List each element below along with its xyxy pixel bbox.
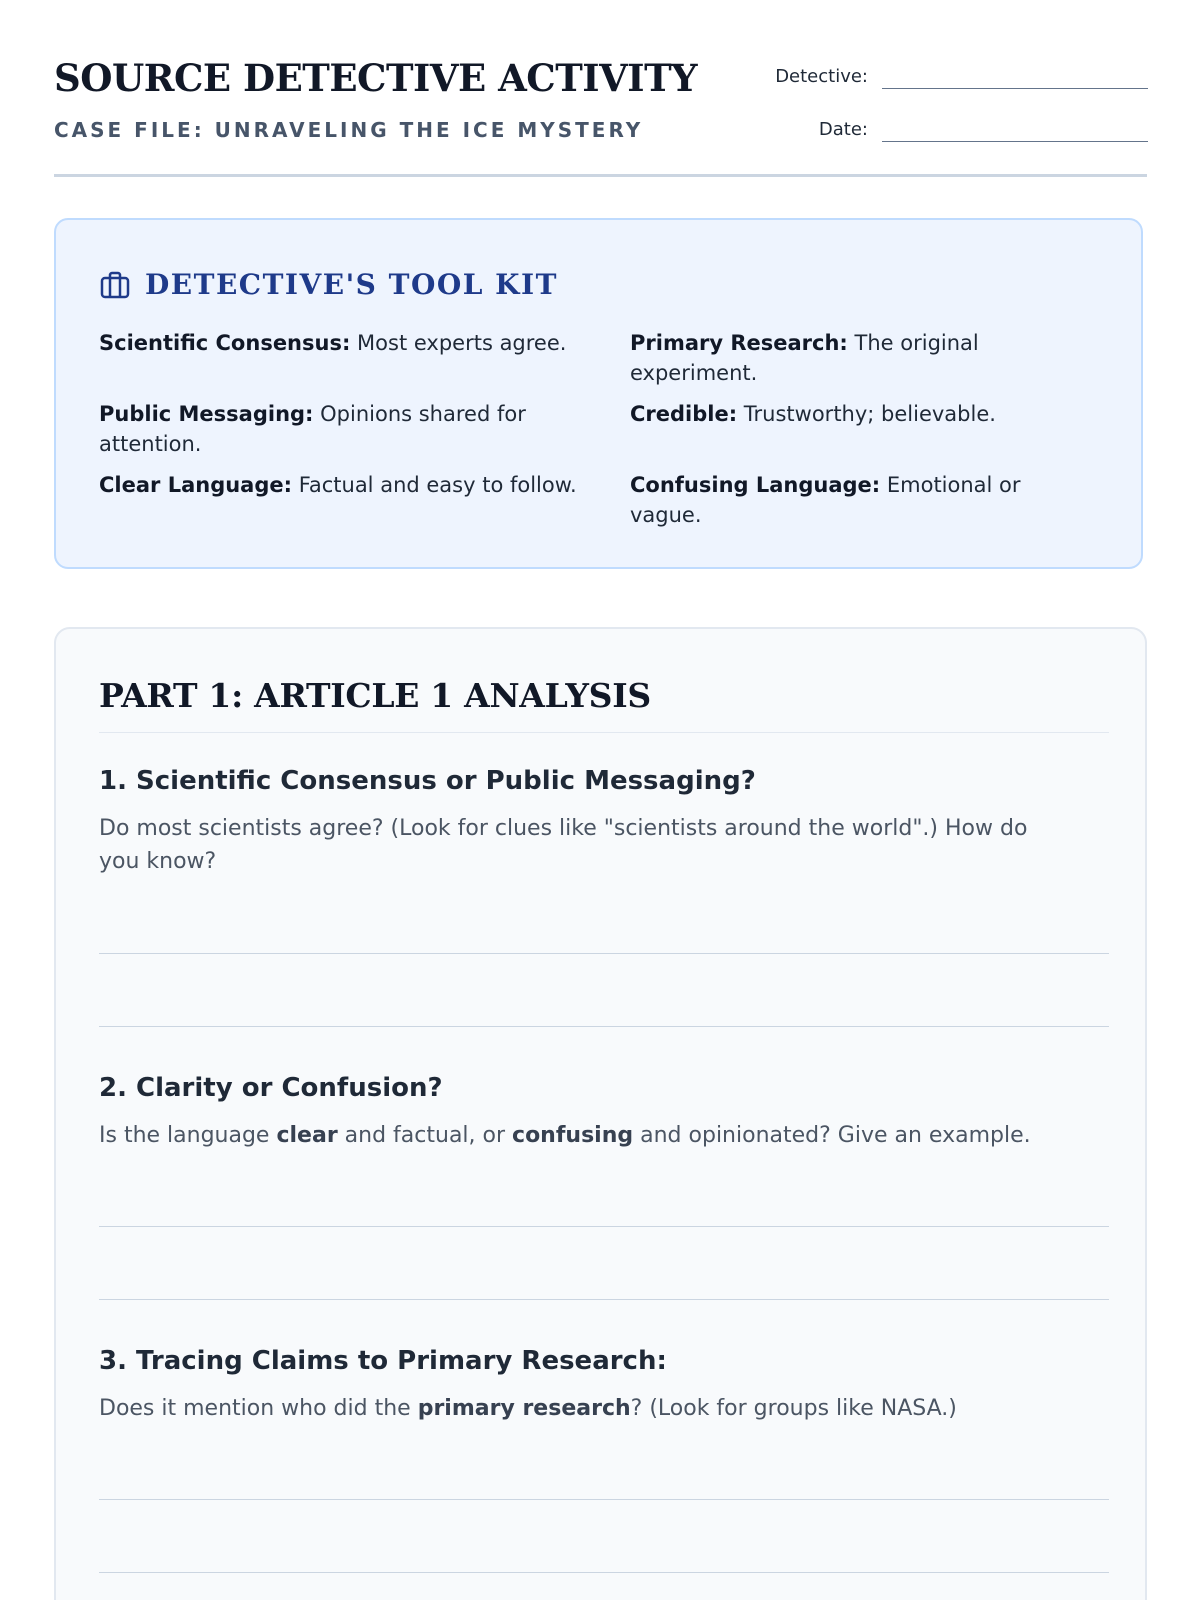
toolkit-term (99, 399, 630, 459)
term-definition: Emotional or vague. (630, 473, 1021, 527)
answer-line[interactable] (99, 1299, 1109, 1300)
toolkit-term (99, 328, 630, 388)
term-definition: Most experts agree. (350, 331, 567, 355)
toolkit-box (54, 218, 1143, 569)
prompt-text: Does it mention who did the (99, 1396, 418, 1421)
page-subtitle: CASE FILE: UNRAVELING THE ICE MYSTERY (54, 118, 644, 142)
question-1-prompt: Do most scientists agree? (Look for clues like "scientists around the world".) How do you know? (99, 816, 1028, 874)
header-divider (54, 174, 1147, 177)
answer-line[interactable] (99, 1572, 1109, 1573)
answer-line[interactable] (99, 953, 1109, 954)
prompt-text: Is the language (99, 1123, 277, 1148)
term-definition: Trustworthy; believable. (737, 402, 996, 426)
date-label: Date: (818, 119, 868, 140)
toolkit-header (99, 268, 558, 301)
question-2 (99, 1071, 1109, 1152)
prompt-text: and factual, or (337, 1123, 513, 1148)
date-input-line[interactable] (882, 113, 1148, 142)
term-label: Scientific Consensus: (99, 331, 351, 355)
detective-input-line[interactable] (882, 60, 1148, 89)
toolkit-terms (99, 328, 1109, 530)
question-3-title: 3. Tracing Claims to Primary Research: (99, 1346, 667, 1376)
term-definition: Opinions shared for attention. (99, 402, 526, 456)
toolkit-term (99, 470, 630, 530)
term-label: Clear Language: (99, 473, 293, 497)
question-3 (99, 1344, 1109, 1425)
date-field-row (819, 113, 1148, 142)
answer-line[interactable] (99, 1226, 1109, 1227)
question-2-title: 2. Clarity or Confusion? (99, 1073, 443, 1103)
part1-title: PART 1: ARTICLE 1 ANALYSIS (99, 676, 651, 715)
answer-line[interactable] (99, 1499, 1109, 1500)
briefcase-icon (99, 269, 131, 301)
prompt-text: ? (Look for groups like NASA.) (630, 1396, 957, 1421)
prompt-emphasis: primary research (417, 1396, 631, 1421)
detective-field-row (775, 60, 1148, 89)
term-label: Confusing Language: (630, 473, 881, 497)
toolkit-term (630, 399, 1109, 459)
toolkit-term (630, 328, 1109, 388)
question-2-prompt (99, 1119, 1069, 1152)
part1-card (54, 627, 1147, 1600)
term-label: Credible: (630, 402, 738, 426)
answer-line[interactable] (99, 1026, 1109, 1027)
term-definition: Factual and easy to follow. (292, 473, 577, 497)
prompt-emphasis: clear (276, 1123, 338, 1148)
prompt-text: and opinionated? Give an example. (633, 1123, 1031, 1148)
term-label: Primary Research: (630, 331, 848, 355)
toolkit-title: DETECTIVE'S TOOL KIT (145, 268, 558, 301)
toolkit-term (630, 470, 1109, 530)
question-1 (99, 764, 1109, 878)
term-label: Public Messaging: (99, 402, 314, 426)
question-1-title: 1. Scientific Consensus or Public Messaging? (99, 766, 756, 796)
question-3-prompt (99, 1392, 1069, 1425)
page-title: SOURCE DETECTIVE ACTIVITY (54, 56, 698, 100)
part1-divider (99, 732, 1109, 733)
term-definition: The original experiment. (630, 331, 979, 385)
detective-label: Detective: (775, 66, 868, 87)
prompt-emphasis: confusing (512, 1123, 634, 1148)
